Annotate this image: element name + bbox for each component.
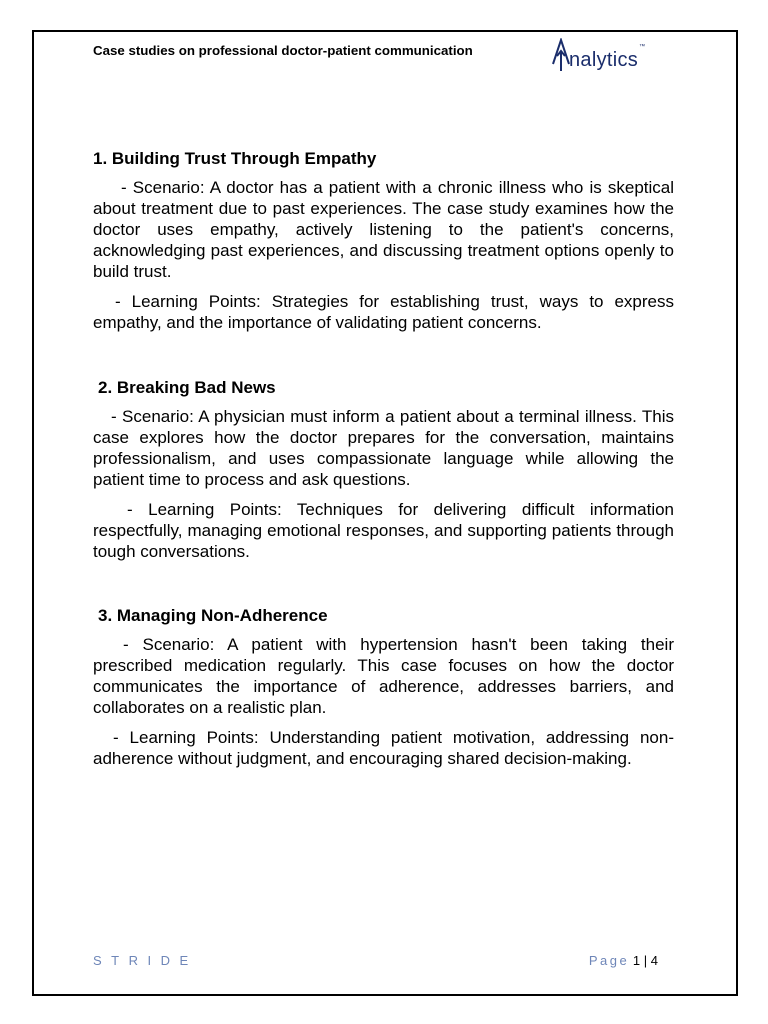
page-total: 4	[650, 953, 658, 968]
page-label: Page	[588, 953, 630, 968]
footer-page-number	[589, 953, 658, 968]
page-current: 1	[632, 953, 641, 968]
section-building-trust	[93, 149, 674, 342]
logo-text: nalytics	[569, 49, 639, 71]
logo-arrow-icon	[552, 38, 570, 72]
section-heading: 3. Managing Non-Adherence	[98, 606, 328, 625]
analytics-logo	[552, 38, 645, 72]
section-breaking-bad-news	[93, 378, 674, 571]
learning-points-paragraph: - Learning Points: Techniques for delivering difficult information respectfully, managing emotional responses, and supporting patients through tough conversations.	[93, 500, 674, 561]
section-managing-non-adherence	[93, 606, 674, 778]
logo-trademark: ™	[639, 44, 646, 50]
header-title: Case studies on professional doctor-patient communication	[93, 43, 473, 58]
scenario-paragraph: - Scenario: A patient with hypertension hasn't been taking their prescribed medication regularly. This case focuses on how the doctor communicates the importance of adherence, addresses barriers, and collaborates on a realistic plan.	[93, 635, 674, 717]
page-separator: |	[643, 953, 648, 968]
scenario-paragraph: - Scenario: A physician must inform a patient about a terminal illness. This case explores how the doctor prepares for the conversation, maintains professionalism, and uses compassionate language while allowing the patient time to process and ask questions.	[93, 407, 674, 489]
section-heading: 1. Building Trust Through Empathy	[93, 149, 377, 168]
section-heading: 2. Breaking Bad News	[98, 378, 276, 397]
scenario-paragraph: - Scenario: A doctor has a patient with a chronic illness who is skeptical about treatment due to past experiences. The case study examines how the doctor uses empathy, actively listening to the patient's concerns, acknowledging past experiences, and discussing treatment options openly to build trust.	[93, 178, 674, 281]
learning-points-paragraph: - Learning Points: Strategies for establishing trust, ways to express empathy, and the importance of validating patient concerns.	[93, 292, 674, 332]
footer-stride: STRIDE	[93, 953, 198, 968]
learning-points-paragraph: - Learning Points: Understanding patient motivation, addressing non-adherence without judgment, and encouraging shared decision-making.	[93, 728, 674, 768]
